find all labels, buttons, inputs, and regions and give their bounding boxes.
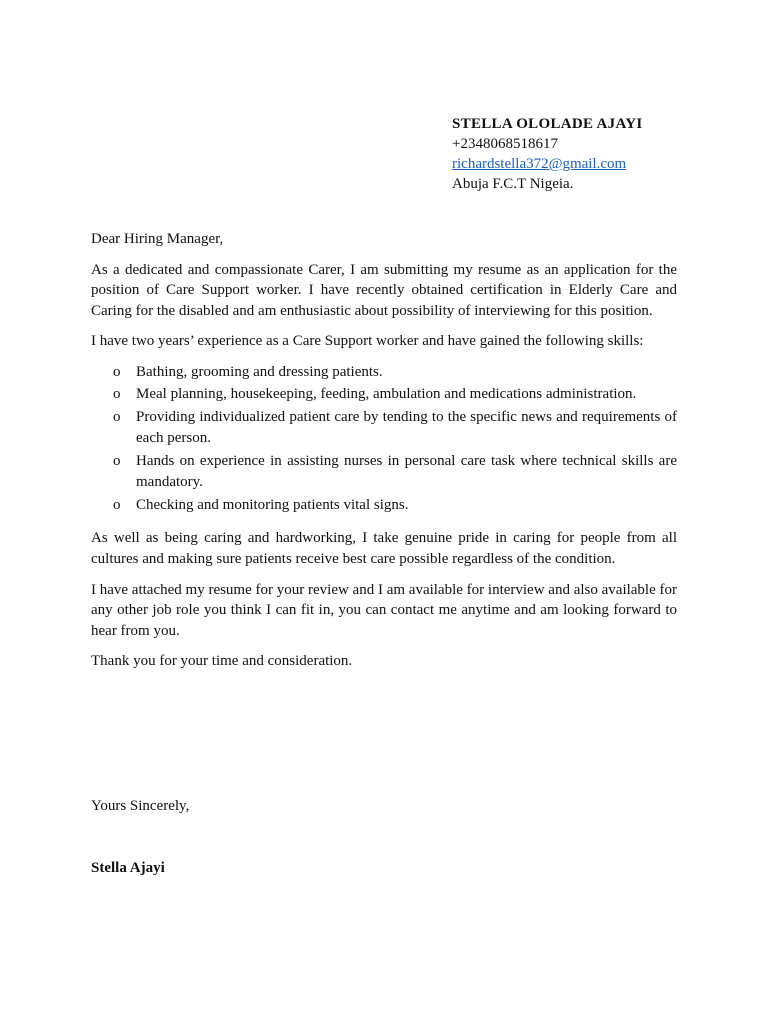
closing: Yours Sincerely,: [91, 798, 190, 814]
list-item: [113, 407, 677, 450]
skill-text: Meal planning, housekeeping, feeding, ambulation and medications administration.: [136, 386, 637, 403]
bullet-icon: o: [113, 386, 121, 403]
paragraph-thanks: Thank you for your time and consideration.: [91, 653, 353, 670]
bullet-icon: o: [113, 408, 121, 425]
skill-text: Hands on experience in assisting nurses in personal care task where technical skills are mandatory.: [136, 452, 677, 491]
letter-body: [91, 229, 677, 682]
skill-text: Checking and monitoring patients vital signs.: [136, 496, 409, 513]
skill-text: Bathing, grooming and dressing patients.: [136, 363, 383, 380]
sender-email-link[interactable]: richardstella372@gmail.com: [452, 156, 627, 172]
bullet-icon: o: [113, 496, 121, 513]
list-item: [113, 362, 677, 384]
list-item: [113, 495, 677, 517]
bullet-icon: o: [113, 452, 121, 469]
paragraph-attached: I have attached my resume for your review and I am available for interview and also available for any other job role you think I can fit in, you can contact me anytime and am looking forward to hear from you.: [91, 581, 677, 639]
sender-address: Abuja F.C.T Nigeia.: [452, 176, 574, 192]
list-item: [113, 384, 677, 406]
skill-text: Providing individualized patient care by tending to the specific news and requirements of each person.: [136, 408, 677, 447]
paragraph-intro: As a dedicated and compassionate Carer, I am submitting my resume as an application for the position of Care Support worker. I have recently obtained certification in Elderly Care and Caring for the disabled and am enthusiastic about possibility of interviewing for this position.: [91, 261, 677, 319]
bullet-icon: o: [113, 363, 121, 380]
sender-block: [452, 114, 643, 194]
salutation: Dear Hiring Manager,: [91, 231, 224, 247]
paragraph-experience: I have two years’ experience as a Care Support worker and have gained the following skills:: [91, 333, 644, 350]
skills-list: [91, 362, 677, 517]
list-item: [113, 451, 677, 494]
sender-phone: +2348068518617: [452, 136, 558, 152]
signature: Stella Ajayi: [91, 860, 165, 876]
sender-name: STELLA OLOLADE AJAYI: [452, 116, 643, 132]
paragraph-values: As well as being caring and hardworking, I take genuine pride in caring for people from all cultures and making sure patients receive best care possible regardless of the condition.: [91, 530, 677, 568]
